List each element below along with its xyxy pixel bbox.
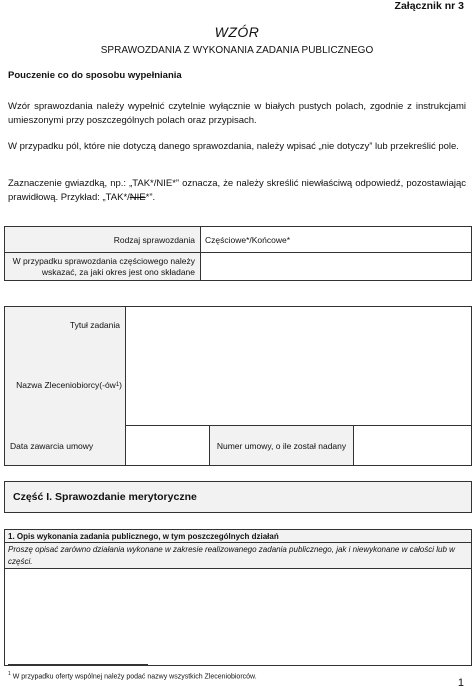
contract-number-label: Numer umowy, o ile został nadany [216, 441, 347, 451]
document-subtitle: SPRAWOZDANIA Z WYKONANIA ZADANIA PUBLICZNEGO [100, 45, 374, 56]
task-title-field[interactable] [125, 306, 472, 426]
section-1-header [4, 481, 472, 513]
task-title-label: Tytuł zadania [69, 320, 120, 330]
contract-date-label: Data zawarcia umowy [10, 441, 94, 451]
strikethrough-example: NIE [129, 192, 146, 203]
task-description-field[interactable] [5, 569, 471, 665]
period-field[interactable] [200, 252, 472, 281]
footnote-number: 1 [8, 671, 11, 677]
instruction-paragraph-1: Wzór sprawozdania należy wypełnić czytelnie wyłącznie w białych pustych polach, zgodnie z instrukcjami umieszonymi przy poszczególnych polach oraz przypisach. [8, 101, 466, 126]
contractor-label [10, 370, 122, 400]
instruction-p3-text: Zaznaczenie gwiazdką, np.: „TAK*/NIE*” oznacza, że należy skreślić niewłaściwą odpowiedź, pozostawiając prawidłową. Przykład: „TAK*/ [8, 178, 466, 203]
task-description-heading: 1. Opis wykonania zadania publicznego, w tym poszczególnych działań [5, 530, 471, 543]
report-type-label: Rodzaj sprawozdania [113, 234, 195, 245]
footnote [8, 671, 257, 680]
annex-label: Załącznik nr 3 [394, 0, 464, 12]
contractor-label-text: Nazwa Zleceniobiorcy(-ów [16, 380, 116, 390]
footnote-separator [8, 664, 148, 665]
instructions-heading: Pouczenie co do sposobu wypełniania [8, 70, 182, 81]
document-title: WZÓR [214, 24, 260, 40]
contract-number-field[interactable] [353, 425, 472, 466]
contractor-label-close: ) [119, 380, 122, 390]
contract-date-field[interactable] [125, 425, 210, 466]
report-type-value[interactable]: Częściowe*/Końcowe* [205, 234, 291, 245]
period-label: W przypadku sprawozdania częściowego należy wskazać, za jaki okres jest ono składane [12, 256, 195, 277]
instruction-paragraph-2: W przypadku pól, które nie dotyczą danego sprawozdania, należy wpisać „nie dotyczy” lub przekreślić pole. [8, 141, 459, 152]
task-description-block [4, 529, 472, 666]
page-number: 1 [457, 677, 464, 689]
footnote-ref: 1 [115, 382, 120, 388]
instruction-p3-end: *”. [145, 192, 156, 203]
instruction-paragraph-3 [8, 177, 466, 205]
section-1-title: Część I. Sprawozdanie merytoryczne [13, 491, 197, 503]
footnote-text: W przypadku oferty wspólnej należy podać nazwy wszystkich Zleceniobiorców. [10, 673, 257, 681]
task-description-instruction: Proszę opisać zarówno działania wykonane w zakresie realizowanego zadania publicznego, jak i niewykonane w całości lub w części. [5, 543, 471, 569]
